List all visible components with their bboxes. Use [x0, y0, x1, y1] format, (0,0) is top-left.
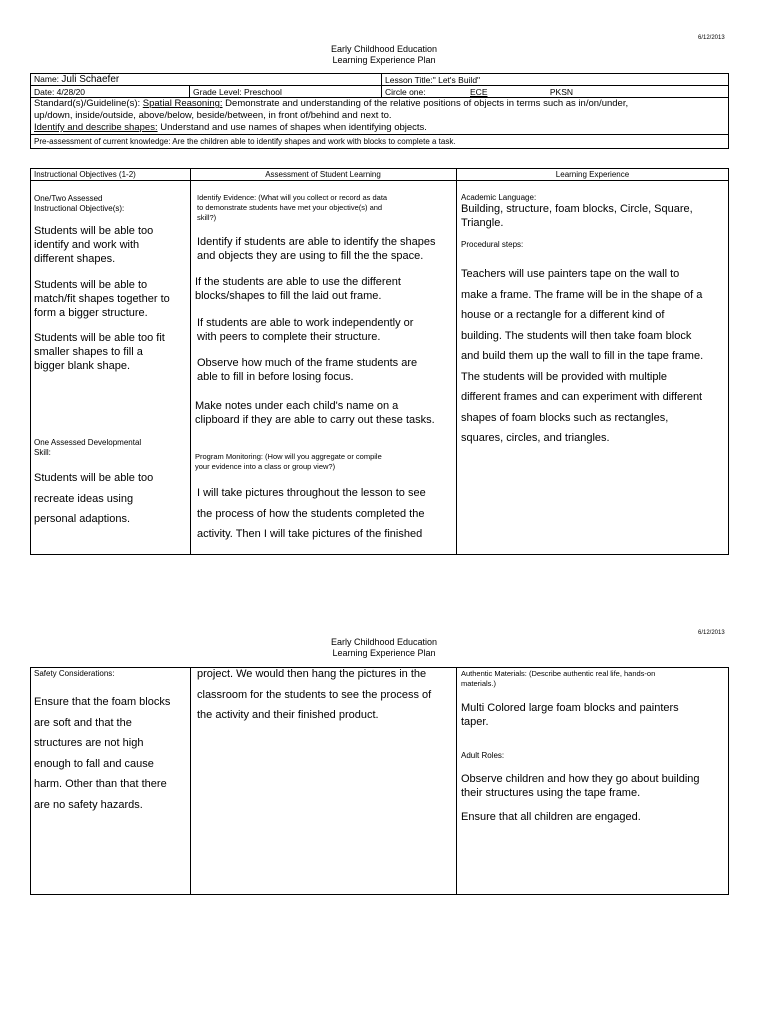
- continued-line: project. We would then hang the pictures in the: [197, 668, 427, 680]
- page2-title-line2: Learning Experience Plan: [332, 648, 436, 658]
- circle-one-label: Circle one:: [385, 86, 426, 97]
- procedural-steps-text: [461, 264, 703, 449]
- evidence-4-line: able to fill in before losing focus.: [197, 371, 354, 383]
- evidence-1-line: and objects they are using to fill the the space.: [197, 250, 424, 262]
- objective-1-line: different shapes.: [34, 253, 116, 265]
- monitoring-heading: [195, 452, 382, 472]
- circle-option-pksn: PKSN: [549, 86, 574, 97]
- objective-2: [34, 278, 170, 320]
- procedural-line: make a frame. The frame will be in the shape of a: [461, 288, 703, 301]
- standard1-text: Demonstrate and understanding of the relative positions of objects in terms such as in/on/under,: [225, 98, 629, 109]
- continued-monitoring-text: [197, 664, 431, 726]
- monitoring-heading-line2: your evidence into a class or group view?): [195, 462, 336, 471]
- materials-line: Multi Colored large foam blocks and painters: [461, 702, 679, 714]
- page2-column-divider-1: [190, 667, 191, 895]
- objective-1: [34, 224, 153, 266]
- safety-line: are no safety hazards.: [34, 798, 143, 811]
- adult-role-1-line: Observe children and how they go about building: [461, 773, 700, 785]
- dev-skill-line: personal adaptions.: [34, 513, 131, 525]
- dev-skill-heading-line2: Skill:: [34, 448, 51, 457]
- safety-line: enough to fall and cause: [34, 757, 154, 770]
- page2-column-divider-2: [456, 667, 457, 895]
- evidence-3: [197, 316, 451, 344]
- procedural-line: house or a rectangle for a different kind of: [461, 309, 665, 321]
- grade-level: Grade Level: Preschool: [190, 86, 382, 98]
- objective-3-line: smaller shapes to fill a: [34, 346, 143, 358]
- safety-line: harm. Other than that there: [34, 778, 167, 790]
- academic-language-line: Building, structure, foam blocks, Circle, Square,: [461, 203, 693, 215]
- objectives-heading-line2: Instructional Objective(s):: [34, 204, 125, 213]
- evidence-5: [195, 399, 451, 427]
- safety-line: are soft and that the: [34, 716, 132, 729]
- monitoring-heading-line1: Program Monitoring: (How will you aggregate or compile: [195, 452, 382, 461]
- evidence-4-line: Observe how much of the frame students are: [197, 357, 418, 369]
- col-header-objectives: Instructional Objectives (1-2): [34, 170, 136, 179]
- column-divider-2: [456, 168, 457, 555]
- evidence-heading-line2: to demonstrate students have met your objective(s) and: [197, 203, 383, 212]
- academic-language-label: Academic Language:: [461, 193, 537, 202]
- lesson-title: Lesson Title:" Let's Build": [382, 74, 729, 86]
- academic-language-text: [461, 202, 693, 230]
- materials-label-line1: Authentic Materials: (Describe authentic real life, hands-on: [461, 669, 656, 678]
- objectives-heading: [34, 194, 124, 214]
- evidence-1: [197, 235, 451, 263]
- evidence-heading-line3: skill?): [197, 213, 217, 222]
- standards-cell: [31, 98, 729, 135]
- col-header-assessment: Assessment of Student Learning: [265, 170, 381, 179]
- dev-skill-heading-line1: One Assessed Developmental: [34, 438, 142, 447]
- safety-line: structures are not high: [34, 737, 144, 749]
- evidence-heading-line1: Identify Evidence: (What will you collect or record as data: [197, 193, 388, 202]
- objective-1-line: identify and work with: [34, 239, 140, 251]
- circle-one-cell: [382, 86, 729, 98]
- procedural-line: Teachers will use painters tape on the wall to: [461, 268, 680, 280]
- evidence-heading: [197, 193, 387, 223]
- name-cell: [31, 74, 382, 86]
- name-value: Juli Schaefer: [61, 74, 120, 85]
- page2-date: 6/12/2013: [698, 630, 725, 636]
- safety-text: [34, 692, 170, 815]
- standard2-text: Understand and use names of shapes when identifying objects.: [160, 122, 427, 133]
- column-divider-1: [190, 168, 191, 555]
- procedural-line: building. The students will then take foam block: [461, 329, 692, 342]
- objective-2-line: match/fit shapes together to: [34, 293, 170, 305]
- procedural-steps-label: Procedural steps:: [461, 240, 524, 249]
- adult-role-1: [461, 772, 700, 800]
- safety-label: Safety Considerations:: [34, 669, 115, 678]
- page1-title-line1: Early Childhood Education: [330, 44, 438, 54]
- evidence-3-line: with peers to complete their structure.: [197, 331, 381, 343]
- standard-label: Standard(s)/Guideline(s):: [34, 98, 141, 109]
- materials-label: [461, 669, 655, 689]
- page2-title-line1: Early Childhood Education: [330, 637, 438, 647]
- evidence-5-line: Make notes under each child's name on a: [195, 400, 399, 412]
- monitoring-line: I will take pictures throughout the lesson to see: [197, 487, 426, 499]
- objective-1-line: Students will be able too: [34, 225, 154, 237]
- col-header-learning: Learning Experience: [555, 170, 630, 179]
- materials-line: taper.: [461, 716, 489, 728]
- procedural-line: shapes of foam blocks such as rectangles,: [461, 411, 669, 424]
- header-divider: [30, 180, 729, 181]
- objective-3-line: Students will be able too fit: [34, 332, 165, 344]
- procedural-line: different frames and can experiment with different: [461, 391, 703, 403]
- procedural-line: and build them up the wall to fill in the tape frame.: [461, 350, 704, 362]
- objective-3-line: bigger blank shape.: [34, 360, 131, 372]
- objectives-heading-line1: One/Two Assessed: [34, 194, 103, 203]
- name-label: Name:: [34, 74, 60, 84]
- date-cell: Date: 4/28/20: [31, 86, 190, 98]
- monitoring-text: [197, 483, 426, 545]
- preassessment: Pre-assessment of current knowledge: Are the children able to identify shapes and work with blocks to complete a task.: [31, 135, 729, 149]
- evidence-3-line: If students are able to work independently or: [197, 317, 414, 329]
- procedural-line: The students will be provided with multiple: [461, 370, 668, 383]
- evidence-5-line: clipboard if they are able to carry out these tasks.: [195, 414, 435, 426]
- adult-roles-label: Adult Roles:: [461, 751, 505, 760]
- circle-option-ece: ECE: [470, 86, 488, 97]
- materials-label-line2: materials.): [461, 679, 497, 688]
- monitoring-line: activity. Then I will take pictures of the finished: [197, 528, 423, 540]
- dev-skill-text: [34, 468, 153, 530]
- safety-line: Ensure that the foam blocks: [34, 696, 171, 708]
- continued-line: the activity and their finished product.: [197, 709, 379, 721]
- objective-2-line: Students will be able to: [34, 279, 148, 291]
- standard1-text-cont: up/down, inside/outside, above/below, beside/between, in front of/behind and next to.: [34, 110, 392, 121]
- continued-line: classroom for the students to see the process of: [197, 688, 432, 701]
- academic-language-line: Triangle.: [461, 217, 504, 229]
- standard2-title: Identify and describe shapes:: [34, 122, 158, 133]
- dev-skill-heading: [34, 438, 141, 458]
- monitoring-line: the process of how the students completed the: [197, 507, 425, 520]
- objective-3: [34, 331, 165, 373]
- page1-date: 6/12/2013: [698, 35, 725, 41]
- page1-title-line2: Learning Experience Plan: [332, 55, 436, 65]
- adult-role-1-line: their structures using the tape frame.: [461, 787, 641, 799]
- adult-role-2: Ensure that all children are engaged.: [461, 811, 641, 823]
- materials-text: [461, 701, 679, 729]
- objective-2-line: form a bigger structure.: [34, 307, 148, 319]
- dev-skill-line: recreate ideas using: [34, 492, 134, 505]
- evidence-4: [197, 356, 451, 384]
- standard1-title: Spatial Reasoning:: [142, 98, 223, 109]
- evidence-2-line: blocks/shapes to fill the laid out frame.: [195, 290, 382, 302]
- evidence-2-line: If the students are able to use the different: [195, 276, 401, 288]
- dev-skill-line: Students will be able too: [34, 472, 154, 484]
- evidence-1-line: Identify if students are able to identify the shapes: [197, 236, 436, 248]
- info-table: [30, 73, 729, 149]
- procedural-line: squares, circles, and triangles.: [461, 432, 610, 444]
- evidence-2: [195, 275, 451, 303]
